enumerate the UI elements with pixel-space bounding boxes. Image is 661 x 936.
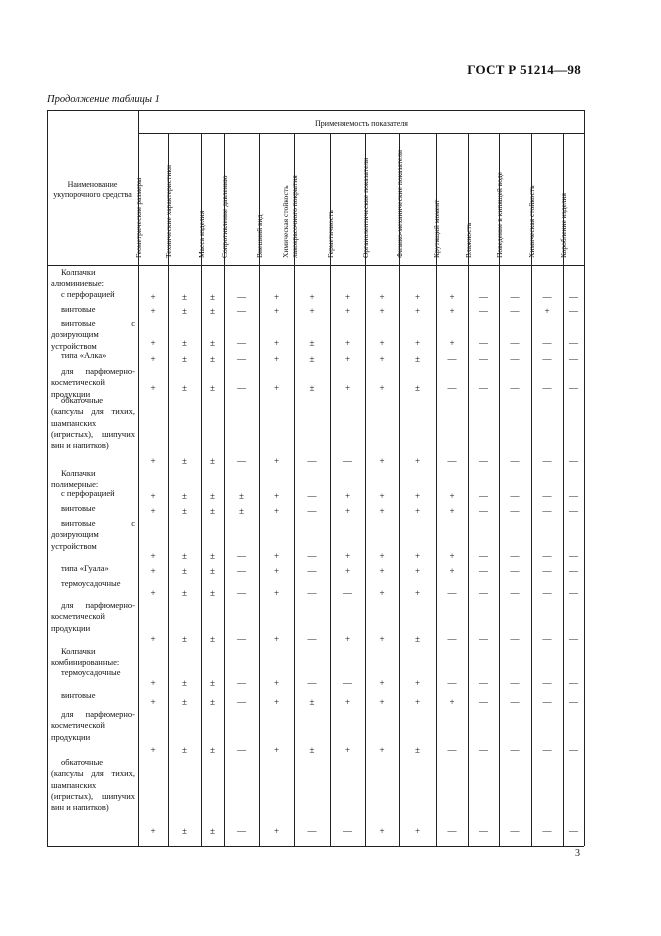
row-label: с перфорацией bbox=[61, 488, 115, 498]
column-header-label: Сопротивление давлению bbox=[220, 175, 229, 258]
table-cell: + bbox=[150, 354, 156, 364]
table-cell: — bbox=[307, 551, 317, 561]
table-cell: ± bbox=[210, 306, 215, 316]
row-label: обкаточные (капсулы для тихих, шампанских (игристых), шипучих вин и напитков) bbox=[51, 395, 135, 451]
table-cell: + bbox=[273, 338, 280, 348]
table-cell: + bbox=[414, 338, 421, 348]
table-cell: + bbox=[414, 588, 421, 598]
table-cell: — bbox=[569, 588, 578, 598]
table-cell: — bbox=[542, 491, 552, 501]
table-cell: + bbox=[449, 566, 455, 576]
row-label: для парфюмерно-косметической продукции bbox=[51, 366, 135, 399]
table-cell: + bbox=[414, 456, 421, 466]
table-cell: — bbox=[542, 338, 552, 348]
table-cell: + bbox=[309, 292, 315, 302]
table-cell: + bbox=[273, 566, 280, 576]
table-cell: — bbox=[569, 292, 578, 302]
table-cell: — bbox=[237, 697, 246, 707]
table-cell: + bbox=[150, 588, 156, 598]
table-cell: — bbox=[307, 491, 317, 501]
table-cell: — bbox=[479, 826, 488, 836]
table-cell: — bbox=[307, 588, 317, 598]
table-cell: — bbox=[510, 588, 520, 598]
table-cell: + bbox=[544, 306, 550, 316]
column-header-label: Химическая стойкость bbox=[527, 185, 536, 258]
table-cell: — bbox=[237, 354, 246, 364]
row-label: винтовые bbox=[61, 304, 96, 314]
table-cell: — bbox=[307, 566, 317, 576]
table-cell: — bbox=[237, 826, 246, 836]
table-cell: — bbox=[542, 566, 552, 576]
table-cell: + bbox=[273, 506, 280, 516]
table-cell: ± bbox=[182, 566, 187, 576]
table-cell: + bbox=[449, 697, 455, 707]
table-cell: + bbox=[344, 551, 351, 561]
table-cell: + bbox=[379, 634, 385, 644]
standard-code: ГОСТ Р 51214—98 bbox=[467, 62, 581, 77]
table-cell: + bbox=[150, 491, 156, 501]
table-cell: — bbox=[510, 678, 520, 688]
column-header-label: Крутящий момент bbox=[432, 199, 441, 258]
table-cell: — bbox=[569, 306, 578, 316]
table-cell: + bbox=[273, 745, 280, 755]
table-cell: + bbox=[344, 566, 351, 576]
table-cell: — bbox=[510, 506, 520, 516]
table-cell: + bbox=[273, 697, 280, 707]
table-cell: ± bbox=[415, 383, 420, 393]
row-label: типа «Алка» bbox=[61, 350, 107, 360]
row-label: с перфорацией bbox=[61, 289, 115, 299]
row-label: Колпачки комбинированные: bbox=[51, 646, 120, 668]
row-label: для парфюмерно-косметической продукции bbox=[51, 600, 135, 633]
table-cell: — bbox=[542, 383, 552, 393]
table-cell: — bbox=[542, 678, 552, 688]
table-cell: — bbox=[569, 491, 578, 501]
table-cell: + bbox=[414, 678, 421, 688]
table-cell: + bbox=[273, 678, 280, 688]
table-cell: ± bbox=[182, 306, 187, 316]
column-header-label: Химическая стойкость лакокрасочного покрытия bbox=[281, 175, 299, 258]
table-cell: ± bbox=[309, 745, 315, 755]
table-cell: — bbox=[237, 338, 246, 348]
table-cell: — bbox=[479, 306, 488, 316]
table-cell: + bbox=[414, 551, 421, 561]
table-cell: + bbox=[379, 456, 385, 466]
table-cell: + bbox=[449, 551, 455, 561]
table-cell: + bbox=[344, 634, 351, 644]
table-border-left bbox=[47, 110, 48, 846]
table-cell: + bbox=[344, 306, 351, 316]
table-cell: — bbox=[542, 456, 552, 466]
table-cell: + bbox=[273, 292, 280, 302]
table-cell: — bbox=[447, 826, 457, 836]
table-cell: — bbox=[237, 306, 246, 316]
table-cell: ± bbox=[415, 745, 420, 755]
table-cell: — bbox=[479, 551, 488, 561]
group-header-rule bbox=[138, 133, 584, 134]
table-cell: + bbox=[379, 551, 385, 561]
table-cell: — bbox=[542, 354, 552, 364]
table-cell: + bbox=[344, 506, 351, 516]
table-cell: ± bbox=[182, 292, 187, 302]
table-cell: + bbox=[150, 697, 156, 707]
table-cell: ± bbox=[210, 292, 215, 302]
table-cell: — bbox=[343, 588, 352, 598]
table-cell: — bbox=[307, 634, 317, 644]
table-cell: — bbox=[447, 354, 457, 364]
table-cell: — bbox=[510, 634, 520, 644]
table-cell: + bbox=[150, 745, 156, 755]
table-cell: — bbox=[479, 292, 488, 302]
row-label: винтовые с дозирующим устройством bbox=[51, 318, 135, 351]
table-cell: — bbox=[510, 383, 520, 393]
table-cell: ± bbox=[210, 566, 215, 576]
table-cell: — bbox=[447, 588, 457, 598]
table-cell: ± bbox=[182, 634, 187, 644]
table-cell: ± bbox=[309, 697, 315, 707]
table-cell: ± bbox=[309, 354, 315, 364]
table-cell: — bbox=[542, 826, 552, 836]
table-cell: — bbox=[510, 306, 520, 316]
table-cell: — bbox=[237, 745, 246, 755]
table-cell: — bbox=[510, 338, 520, 348]
table-cell: — bbox=[569, 678, 578, 688]
applicability-table bbox=[47, 110, 584, 846]
table-cell: ± bbox=[239, 491, 244, 501]
table-cell: — bbox=[479, 566, 488, 576]
table-cell: + bbox=[150, 338, 156, 348]
table-cell: — bbox=[542, 588, 552, 598]
table-cell: + bbox=[344, 292, 351, 302]
table-cell: + bbox=[309, 306, 315, 316]
table-cell: + bbox=[273, 456, 280, 466]
table-cell: + bbox=[150, 456, 156, 466]
table-cell: — bbox=[479, 588, 488, 598]
row-label: термоусадочные bbox=[61, 578, 121, 588]
table-cell: ± bbox=[182, 491, 187, 501]
table-cell: + bbox=[150, 634, 156, 644]
table-cell: ± bbox=[309, 383, 315, 393]
table-cell: + bbox=[344, 383, 351, 393]
row-label: типа «Гуала» bbox=[61, 563, 109, 573]
table-cell: + bbox=[379, 292, 385, 302]
table-caption: Продолжение таблицы 1 bbox=[47, 94, 160, 105]
table-cell: — bbox=[542, 292, 552, 302]
header-bottom-rule bbox=[47, 265, 584, 266]
table-cell: + bbox=[379, 338, 385, 348]
row-label: Колпачки полимерные: bbox=[51, 468, 99, 490]
table-cell: — bbox=[447, 678, 457, 688]
table-cell: — bbox=[447, 745, 457, 755]
table-cell: + bbox=[273, 826, 280, 836]
table-cell: — bbox=[479, 745, 488, 755]
table-cell: — bbox=[479, 491, 488, 501]
table-cell: ± bbox=[210, 634, 215, 644]
column-header-label: Герметичность bbox=[326, 210, 335, 258]
table-cell: + bbox=[379, 306, 385, 316]
table-cell: — bbox=[479, 354, 488, 364]
table-cell: — bbox=[569, 456, 578, 466]
table-cell: ± bbox=[239, 506, 244, 516]
table-cell: — bbox=[542, 745, 552, 755]
row-label: Колпачки алюминиевые: bbox=[51, 267, 104, 289]
table-cell: + bbox=[150, 383, 156, 393]
table-cell: — bbox=[542, 697, 552, 707]
table-cell: — bbox=[510, 456, 520, 466]
table-cell: + bbox=[379, 697, 385, 707]
table-cell: + bbox=[150, 551, 156, 561]
table-cell: ± bbox=[182, 383, 187, 393]
table-cell: + bbox=[273, 588, 280, 598]
table-cell: — bbox=[510, 566, 520, 576]
table-cell: + bbox=[344, 745, 351, 755]
table-cell: — bbox=[479, 456, 488, 466]
table-cell: — bbox=[510, 826, 520, 836]
table-cell: ± bbox=[210, 551, 215, 561]
table-cell: ± bbox=[210, 354, 215, 364]
table-cell: — bbox=[479, 383, 488, 393]
table-cell: + bbox=[150, 306, 156, 316]
table-cell: — bbox=[569, 634, 578, 644]
table-cell: + bbox=[414, 306, 421, 316]
table-cell: — bbox=[447, 383, 457, 393]
table-cell: — bbox=[569, 697, 578, 707]
table-cell: + bbox=[449, 491, 455, 501]
table-cell: + bbox=[273, 306, 280, 316]
column-header-label: Поведение в кипящей воде bbox=[495, 172, 504, 258]
column-header-label: Коробление изделия bbox=[559, 192, 568, 258]
table-cell: ± bbox=[182, 456, 187, 466]
table-cell: ± bbox=[182, 678, 187, 688]
column-header-label: Влажность bbox=[464, 222, 473, 258]
table-cell: + bbox=[379, 383, 385, 393]
table-cell: — bbox=[237, 566, 246, 576]
table-cell: + bbox=[414, 826, 421, 836]
table-cell: — bbox=[479, 697, 488, 707]
column-header-label: Внешний вид bbox=[255, 214, 264, 258]
table-cell: + bbox=[379, 826, 385, 836]
table-cell: + bbox=[150, 826, 156, 836]
table-cell: — bbox=[542, 506, 552, 516]
table-cell: — bbox=[479, 678, 488, 688]
table-cell: — bbox=[307, 826, 317, 836]
table-cell: + bbox=[344, 338, 351, 348]
table-cell: ± bbox=[182, 826, 187, 836]
table-cell: — bbox=[510, 354, 520, 364]
table-cell: — bbox=[343, 678, 352, 688]
table-cell: + bbox=[273, 354, 280, 364]
table-cell: + bbox=[273, 551, 280, 561]
table-border-bottom bbox=[47, 846, 584, 847]
table-cell: — bbox=[237, 551, 246, 561]
table-cell: ± bbox=[182, 745, 187, 755]
table-cell: — bbox=[307, 506, 317, 516]
table-cell: + bbox=[379, 566, 385, 576]
table-cell: + bbox=[379, 506, 385, 516]
table-cell: — bbox=[237, 588, 246, 598]
table-cell: — bbox=[542, 634, 552, 644]
table-cell: ± bbox=[210, 506, 215, 516]
table-cell: + bbox=[449, 306, 455, 316]
table-cell: ± bbox=[210, 745, 215, 755]
row-label: термоусадочные bbox=[61, 667, 121, 677]
table-cell: — bbox=[569, 338, 578, 348]
column-header-label: Технические характеристики bbox=[164, 164, 173, 258]
table-cell: ± bbox=[182, 506, 187, 516]
table-cell: — bbox=[569, 826, 578, 836]
table-cell: ± bbox=[210, 697, 215, 707]
table-cell: — bbox=[569, 354, 578, 364]
row-label: винтовые bbox=[61, 503, 96, 513]
row-label: обкаточные (капсулы для тихих, шампанских (игристых), шипучих вин и напитков) bbox=[51, 757, 135, 813]
table-border-right bbox=[584, 110, 585, 846]
table-cell: — bbox=[569, 506, 578, 516]
table-cell: — bbox=[479, 634, 488, 644]
column-header-label: Физико-механические показатели bbox=[395, 150, 404, 258]
table-cell: — bbox=[510, 292, 520, 302]
table-cell: — bbox=[510, 745, 520, 755]
table-cell: ± bbox=[182, 697, 187, 707]
table-cell: — bbox=[510, 697, 520, 707]
table-cell: ± bbox=[210, 491, 215, 501]
table-cell: ± bbox=[210, 338, 215, 348]
table-cell: — bbox=[569, 551, 578, 561]
table-cell: + bbox=[150, 292, 156, 302]
table-cell: + bbox=[379, 354, 385, 364]
table-cell: ± bbox=[182, 338, 187, 348]
table-cell: — bbox=[569, 566, 578, 576]
table-cell: ± bbox=[210, 588, 215, 598]
table-cell: — bbox=[510, 491, 520, 501]
group-header: Применяемость показателя bbox=[315, 119, 408, 128]
table-cell: — bbox=[343, 826, 352, 836]
table-cell: ± bbox=[182, 551, 187, 561]
table-cell: ± bbox=[210, 678, 215, 688]
table-cell: — bbox=[343, 456, 352, 466]
table-cell: + bbox=[273, 634, 280, 644]
table-cell: — bbox=[510, 551, 520, 561]
table-cell: — bbox=[307, 678, 317, 688]
table-cell: + bbox=[414, 566, 421, 576]
table-cell: + bbox=[150, 506, 156, 516]
table-cell: ± bbox=[210, 456, 215, 466]
page-number: 3 bbox=[575, 848, 580, 859]
table-cell: + bbox=[379, 678, 385, 688]
table-cell: ± bbox=[182, 354, 187, 364]
table-cell: + bbox=[379, 745, 385, 755]
table-cell: — bbox=[447, 456, 457, 466]
table-cell: + bbox=[150, 566, 156, 576]
table-cell: + bbox=[414, 292, 421, 302]
table-cell: ± bbox=[415, 354, 420, 364]
table-cell: — bbox=[447, 634, 457, 644]
table-cell: ± bbox=[415, 634, 420, 644]
table-cell: + bbox=[449, 292, 455, 302]
table-cell: + bbox=[273, 383, 280, 393]
table-cell: + bbox=[414, 697, 421, 707]
table-cell: — bbox=[542, 551, 552, 561]
table-cell: — bbox=[237, 456, 246, 466]
table-cell: ± bbox=[309, 338, 315, 348]
column-header-label: Геометрические размеры bbox=[134, 177, 143, 258]
table-cell: ± bbox=[210, 383, 215, 393]
table-cell: + bbox=[449, 338, 455, 348]
table-cell: + bbox=[344, 491, 351, 501]
table-cell: + bbox=[379, 588, 385, 598]
table-cell: — bbox=[569, 745, 578, 755]
table-cell: + bbox=[344, 697, 351, 707]
column-header-label: Масса изделия bbox=[197, 210, 206, 258]
row-label: винтовые с дозирующим устройством bbox=[51, 518, 135, 551]
table-cell: + bbox=[414, 491, 421, 501]
table-cell: + bbox=[150, 678, 156, 688]
table-cell: + bbox=[379, 491, 385, 501]
table-cell: + bbox=[273, 491, 280, 501]
table-cell: ± bbox=[210, 826, 215, 836]
table-cell: — bbox=[479, 506, 488, 516]
table-cell: — bbox=[237, 678, 246, 688]
table-cell: + bbox=[344, 354, 351, 364]
table-cell: ± bbox=[182, 588, 187, 598]
column-header-label: Органолептические показатели bbox=[361, 157, 370, 258]
table-cell: + bbox=[414, 506, 421, 516]
table-border-top bbox=[47, 110, 584, 111]
table-cell: — bbox=[237, 383, 246, 393]
table-cell: — bbox=[237, 634, 246, 644]
row-label: винтовые bbox=[61, 690, 96, 700]
table-cell: + bbox=[449, 506, 455, 516]
row-label: для парфюмерно-косметической продукции bbox=[51, 709, 135, 742]
table-cell: — bbox=[479, 338, 488, 348]
table-cell: — bbox=[307, 456, 317, 466]
first-column-header: Наименование укупорочного средства bbox=[53, 180, 132, 199]
table-cell: — bbox=[237, 292, 246, 302]
table-cell: — bbox=[569, 383, 578, 393]
